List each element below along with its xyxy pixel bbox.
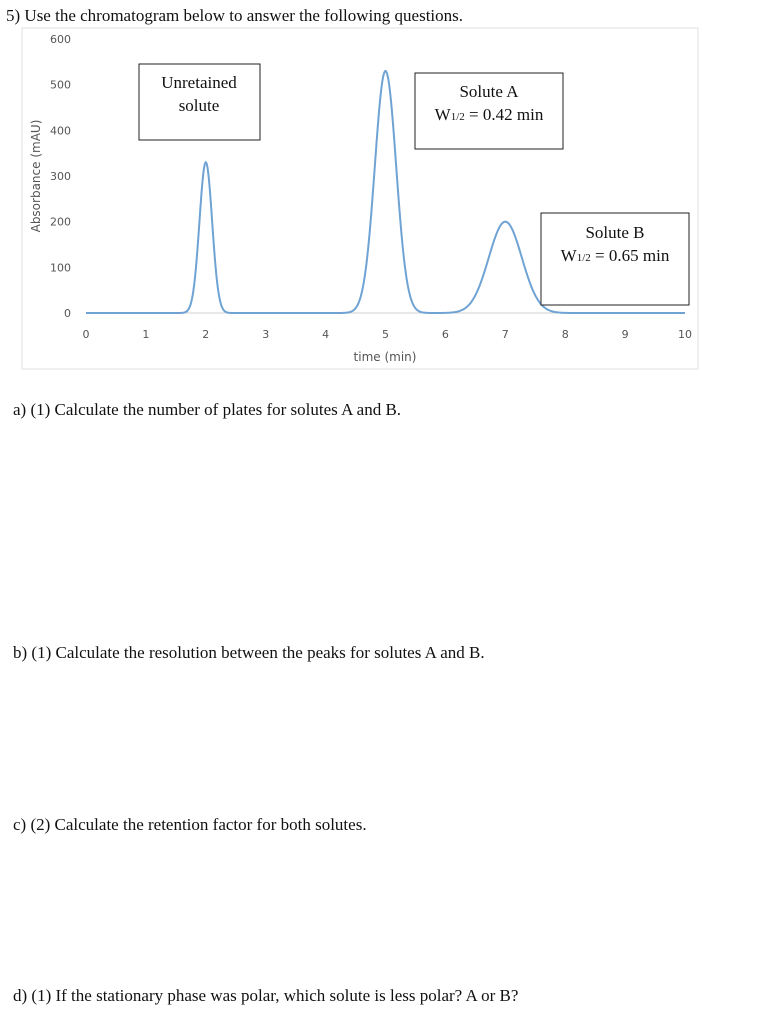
y-tick-label: 0: [64, 307, 71, 320]
x-tick-label: 8: [561, 328, 569, 341]
x-tick-label: 6: [441, 328, 449, 341]
annotation-solute-b-w-value: = 0.65 min: [590, 246, 670, 265]
x-tick-label: 7: [501, 328, 509, 341]
y-tick-label: 400: [50, 124, 71, 138]
y-axis-title: Absorbance (mAU): [29, 119, 43, 233]
question-header: 5) Use the chromatogram below to answer the following questions.: [6, 6, 464, 25]
question-part-b: b) (1) Calculate the resolution between the peaks for solutes A and B.: [13, 643, 485, 662]
y-axis-ticks: [50, 33, 71, 320]
x-axis-title: time (min): [353, 350, 417, 364]
x-tick-label: 4: [322, 328, 330, 341]
annotation-unretained-line1: Unretained: [161, 73, 237, 92]
annotation-solute-b: [541, 213, 689, 305]
x-axis-ticks: [83, 328, 693, 341]
annotation-solute-a: [415, 73, 563, 149]
annotation-solute-b-w: W: [560, 246, 577, 265]
annotation-solute-b-title: Solute B: [585, 223, 645, 242]
question-part-c: c) (2) Calculate the retention factor for both solutes.: [13, 815, 367, 834]
y-tick-label: 100: [50, 261, 71, 275]
question-part-d: d) (1) If the stationary phase was polar, which solute is less polar? A or B?: [13, 986, 519, 1005]
x-tick-label: 9: [621, 328, 629, 341]
x-tick-label: 0: [82, 328, 90, 341]
annotation-solute-b-w-sub: 1/2: [576, 252, 591, 264]
question-part-a: a) (1) Calculate the number of plates for solutes A and B.: [13, 400, 402, 419]
chart-frame: [22, 28, 698, 369]
y-tick-label: 300: [50, 170, 71, 183]
annotation-unretained: [139, 64, 260, 140]
annotation-solute-a-title: Solute A: [459, 82, 519, 101]
y-tick-label: 200: [50, 215, 71, 229]
x-tick-label: 10: [678, 328, 692, 341]
annotation-solute-a-w-value: = 0.42 min: [464, 105, 544, 124]
annotation-solute-a-w: W: [434, 105, 451, 124]
x-tick-label: 5: [382, 328, 389, 341]
y-tick-label: 600: [50, 33, 71, 46]
x-tick-label: 3: [262, 328, 270, 341]
chromatogram-chart: [0, 0, 771, 380]
y-tick-label: 500: [50, 78, 71, 92]
x-tick-label: 1: [142, 328, 150, 341]
annotation-unretained-line2: solute: [178, 96, 220, 115]
annotation-solute-a-w-sub: 1/2: [450, 111, 465, 123]
x-tick-label: 2: [202, 328, 210, 341]
